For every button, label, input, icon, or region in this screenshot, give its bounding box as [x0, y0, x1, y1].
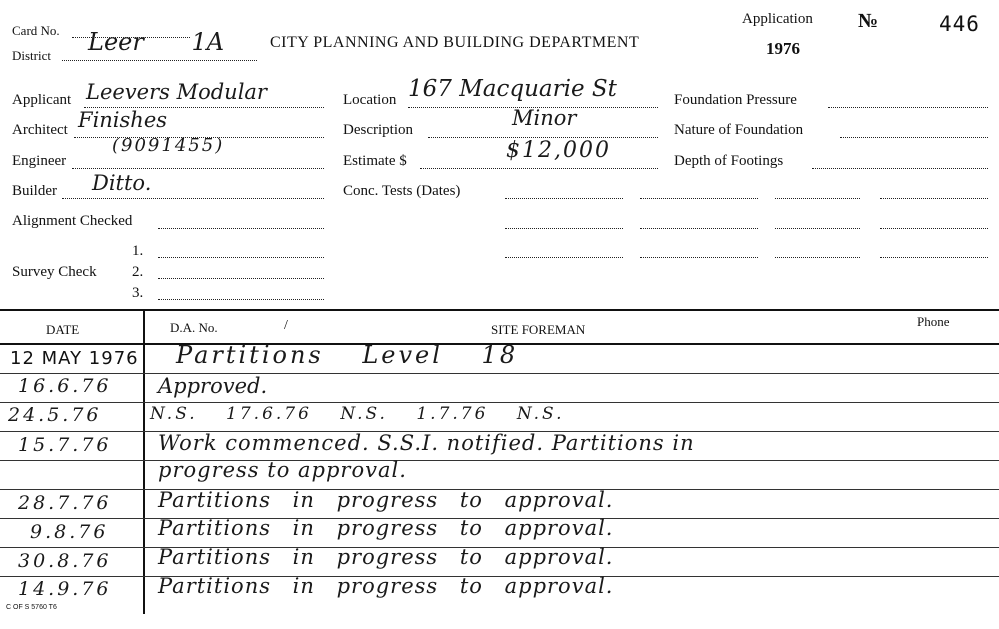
estimate-value: $12,000 — [506, 138, 611, 163]
conc-line-7 — [775, 228, 860, 229]
col-da-header: D.A. No. — [170, 320, 218, 335]
description-label: Description — [343, 122, 413, 138]
row-divider — [0, 460, 999, 461]
application-number: 446 — [939, 12, 980, 36]
log-entry: Work commenced. S.S.I. notified. Partitions in — [158, 431, 695, 455]
engineer-value: (9091455) — [112, 135, 225, 156]
conc-line-12 — [880, 257, 988, 258]
log-date: 16.6.76 — [18, 375, 112, 397]
conc-line-11 — [775, 257, 860, 258]
conc-line-8 — [880, 228, 988, 229]
number-symbol: № — [858, 10, 879, 32]
department-title: CITY PLANNING AND BUILDING DEPARTMENT — [270, 34, 640, 51]
alignment-label: Alignment Checked — [12, 213, 133, 229]
row-divider — [0, 402, 999, 403]
conc-line-6 — [640, 228, 758, 229]
conc-line-3 — [775, 198, 860, 199]
survey-3-line — [158, 299, 324, 300]
survey-1-label: 1. — [132, 243, 144, 259]
builder-value: Ditto. — [92, 171, 152, 195]
survey-label: Survey Check — [12, 264, 97, 280]
survey-2-line — [158, 278, 324, 279]
engineer-line — [72, 168, 324, 169]
log-entry: Partitions in progress to approval. — [158, 516, 614, 540]
district-label: District — [12, 48, 51, 63]
nature-foundation-line — [840, 137, 988, 138]
conc-line-5 — [505, 228, 623, 229]
builder-line — [62, 198, 324, 199]
estimate-label: Estimate $ — [343, 153, 407, 169]
table-date-divider — [143, 309, 145, 614]
architect-label: Architect — [12, 122, 68, 138]
card-no-label: Card No. — [12, 23, 60, 38]
log-entry: Approved. — [158, 374, 268, 398]
log-date: 12 MAY 1976 — [10, 348, 139, 369]
log-date: 9.8.76 — [30, 521, 109, 543]
log-entry: Partitions in progress to approval. — [158, 574, 614, 598]
district-value: Leer 1A — [88, 28, 225, 56]
depth-footings-label: Depth of Footings — [674, 153, 784, 169]
col-da-mark: / — [284, 318, 288, 333]
survey-2-label: 2. — [132, 264, 144, 280]
log-date: 30.8.76 — [18, 550, 112, 572]
engineer-label: Engineer — [12, 153, 67, 169]
survey-1-line — [158, 257, 324, 258]
depth-footings-line — [812, 168, 988, 169]
log-date: 24.5.76 — [8, 404, 102, 426]
architect-value: Finishes — [78, 108, 168, 132]
alignment-line — [158, 228, 324, 229]
log-entry: Partitions in progress to approval. — [158, 545, 614, 569]
application-year: 1976 — [766, 39, 800, 58]
conc-tests-label: Conc. Tests (Dates) — [343, 183, 461, 199]
log-entry: Partitions Level 18 — [176, 341, 519, 369]
table-top-border — [0, 309, 999, 311]
row-divider — [0, 373, 999, 374]
applicant-value: Leevers Modular — [86, 80, 267, 104]
applicant-label: Applicant — [12, 92, 72, 108]
survey-3-label: 3. — [132, 285, 144, 301]
log-entry: N.S. 17.6.76 N.S. 1.7.76 N.S. — [150, 404, 565, 424]
log-entry: progress to approval. — [158, 458, 407, 482]
nature-foundation-label: Nature of Foundation — [674, 122, 804, 138]
estimate-line — [420, 168, 658, 169]
col-site-header: SITE FOREMAN — [491, 322, 586, 337]
builder-label: Builder — [12, 183, 57, 199]
application-label: Application — [742, 11, 813, 27]
conc-line-4 — [880, 198, 988, 199]
log-date: 15.7.76 — [18, 434, 112, 456]
log-date: 14.9.76 — [18, 578, 112, 600]
col-date-header: DATE — [46, 322, 80, 337]
description-value: Minor — [512, 106, 577, 130]
location-value: 167 Macquarie St — [408, 76, 617, 102]
conc-line-9 — [505, 257, 623, 258]
log-date: 28.7.76 — [18, 492, 112, 514]
district-line — [62, 60, 257, 61]
conc-line-2 — [640, 198, 758, 199]
log-entry: Partitions in progress to approval. — [158, 488, 614, 512]
location-label: Location — [343, 92, 397, 108]
form-code: C OF S 5760 T6 — [6, 604, 57, 611]
conc-line-10 — [640, 257, 758, 258]
foundation-pressure-label: Foundation Pressure — [674, 92, 797, 108]
col-phone-header: Phone — [917, 314, 950, 329]
conc-line-1 — [505, 198, 623, 199]
foundation-pressure-line — [828, 107, 988, 108]
